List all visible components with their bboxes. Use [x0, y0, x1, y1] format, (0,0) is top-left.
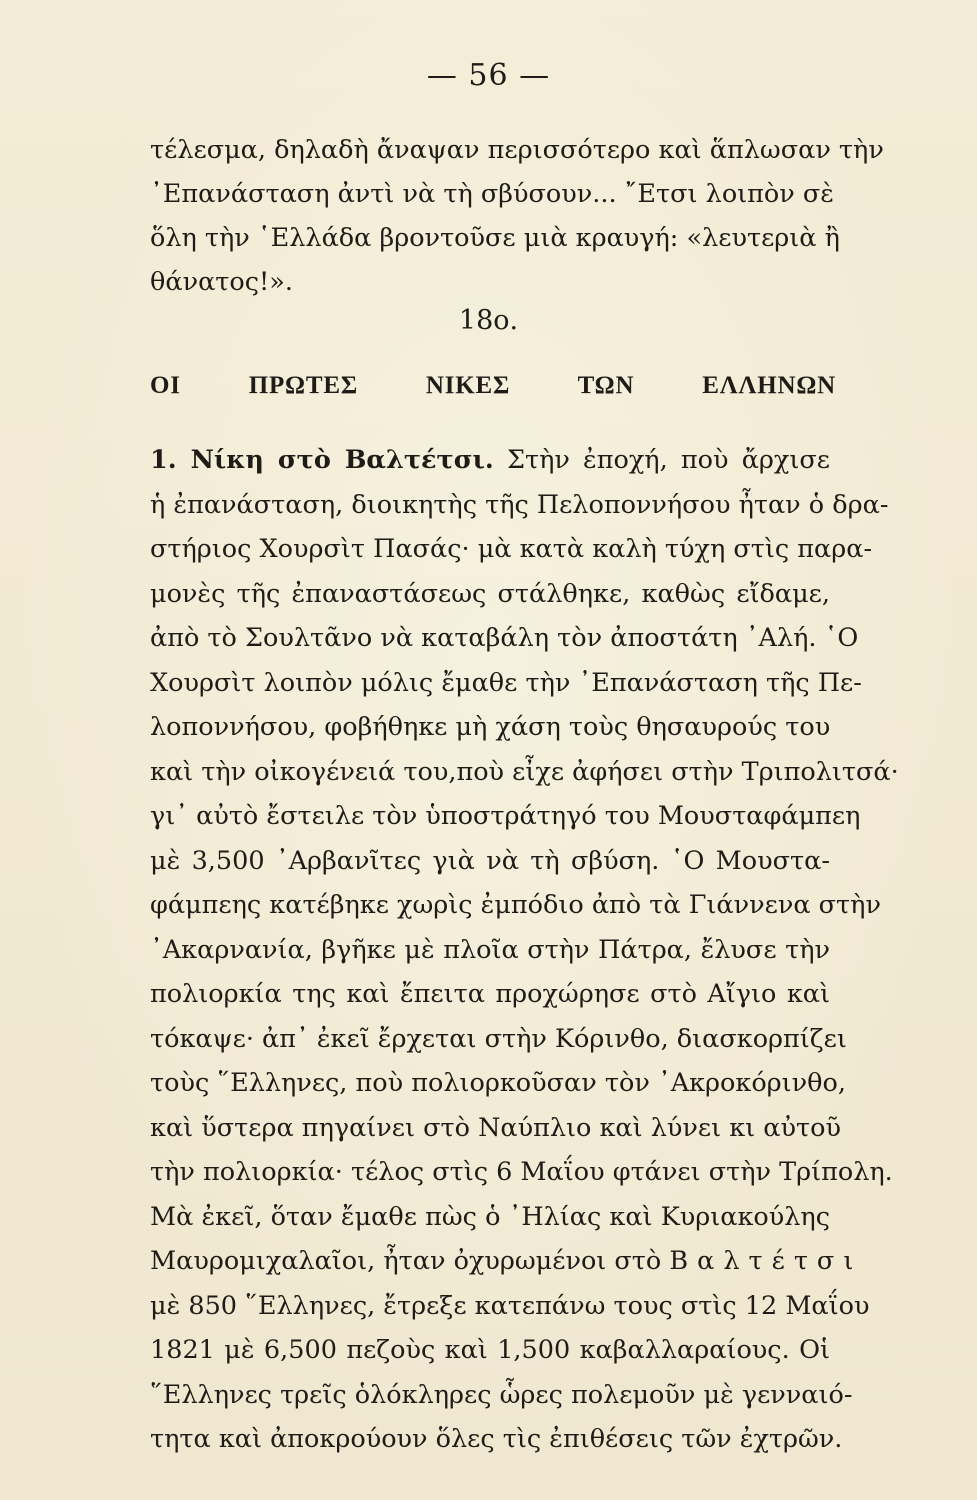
- text-line: γι᾿ αὐτὸ ἔστειλε τὸν ὑποστράτηγό του Μουσταφάμπεη: [150, 801, 861, 831]
- text-line: τόκαψε· ἀπ᾿ ἐκεῖ ἔρχεται στὴν Κόρινθο, διασκορπίζει: [150, 1023, 847, 1054]
- text-line: καὶ τὴν οἰκογένειά του,ποὺ εἶχε ἀφήσει στὴν Τριπολιτσά·: [150, 756, 899, 787]
- text-span: Στὴν ἐποχή, ποὺ ἄρχισε: [506, 445, 830, 475]
- text-line: καὶ ὕστερα πηγαίνει στὸ Ναύπλιο καὶ λύνει κι αὐτοῦ: [150, 1112, 841, 1143]
- text-line: 1821 μὲ 6,500 πεζοὺς καὶ 1,500 καβαλλαραίους. Οἱ: [150, 1335, 830, 1365]
- spaced-place-name: Βαλτέτσι: [669, 1246, 863, 1276]
- text-line: φάμπεης κατέβηκε χωρὶς ἐμπόδιο ἀπὸ τὰ Γιάννενα στὴν: [150, 890, 881, 920]
- text-line: πολιορκία της καὶ ἔπειτα προχώρησε στὸ Αἴγιο καὶ: [150, 979, 830, 1009]
- text-line: Χουρσὶτ λοιπὸν μόλις ἔμαθε τὴν ᾿Επανάσταση τῆς Πε-: [150, 667, 862, 698]
- text-line: λοποννήσου, φοβήθηκε μὴ χάση τοὺς θησαυρούς του: [150, 712, 831, 742]
- intro-paragraph: [150, 128, 884, 304]
- text-line: τέλεσμα, δηλαδὴ ἄναψαν περισσότερο καὶ ἅπλωσαν τὴν: [150, 135, 884, 165]
- text-line: θάνατος!».: [150, 267, 293, 297]
- text-line: ἀπὸ τὸ Σουλτᾶνο νὰ καταβάλη τὸν ἀποστάτη ᾿Αλή. ῾Ο: [150, 623, 859, 653]
- text-line: ῞Ελληνες τρεῖς ὁλόκληρες ὧρες πολεμοῦν μὲ γενναιό-: [150, 1379, 853, 1410]
- chapter-title: ΟΙ ΠΡΩΤΕΣ ΝΙΚΕΣ ΤΩΝ ΕΛΛΗΝΩΝ: [150, 372, 836, 399]
- text-line: τοὺς ῞Ελληνες, ποὺ πολιορκοῦσαν τὸν ᾿Ακροκόρινθο,: [150, 1068, 846, 1098]
- text-line: μὲ 3,500 ᾿Αρβανῖτες γιὰ νὰ τὴ σβύση. ῾Ο Μουστα-: [150, 845, 830, 876]
- text-span: Μαυρομιχαλαῖοι, ἦταν ὀχυρωμένοι στὸ: [150, 1246, 662, 1276]
- text-line: Μὰ ἐκεῖ, ὅταν ἔμαθε πὼς ὁ ᾿Ηλίας καὶ Κυριακούλης: [150, 1201, 830, 1232]
- text-line: [150, 1239, 863, 1284]
- text-line: ἡ ἐπανάσταση, διοικητὴς τῆς Πελοποννήσου ἦταν ὁ δρα-: [150, 489, 889, 520]
- text-line: ὅλη τὴν ῾Ελλάδα βροντοῦσε μιὰ κραυγή: «λευτεριὰ ἢ: [150, 223, 840, 253]
- text-line: [150, 438, 830, 483]
- text-line: μονὲς τῆς ἐπαναστάσεως στάλθηκε, καθὼς εἴδαμε,: [150, 578, 830, 609]
- text-line: ᾿Ακαρνανία, βγῆκε μὲ πλοῖα στὴν Πάτρα, ἔλυσε τὴν: [150, 934, 830, 965]
- chapter-number: 18ο.: [458, 305, 519, 336]
- text-line: ᾿Επανάσταση ἀντὶ νὰ τὴ σβύσουν... ῎Ετσι λοιπὸν σὲ: [150, 179, 834, 209]
- text-line: μὲ 850 ῞Ελληνες, ἔτρεξε κατεπάνω τους στὶς 12 Μαΐου: [150, 1290, 870, 1321]
- page-number: — 56 —: [426, 58, 551, 93]
- text-line: τὴν πολιορκία· τέλος στὶς 6 Μαΐου φτάνει στὴν Τρίπολη.: [150, 1157, 893, 1187]
- text-line: τητα καὶ ἀποκρούουν ὅλες τὶς ἐπιθέσεις τῶν ἐχτρῶν.: [150, 1424, 843, 1454]
- section-paragraph: [150, 438, 899, 1462]
- section-heading: 1. Νίκη στὸ Βαλτέτσι.: [150, 445, 494, 475]
- text-line: στήριος Χουρσὶτ Πασάς· μὰ κατὰ καλὴ τύχη στὶς παρα-: [150, 534, 873, 564]
